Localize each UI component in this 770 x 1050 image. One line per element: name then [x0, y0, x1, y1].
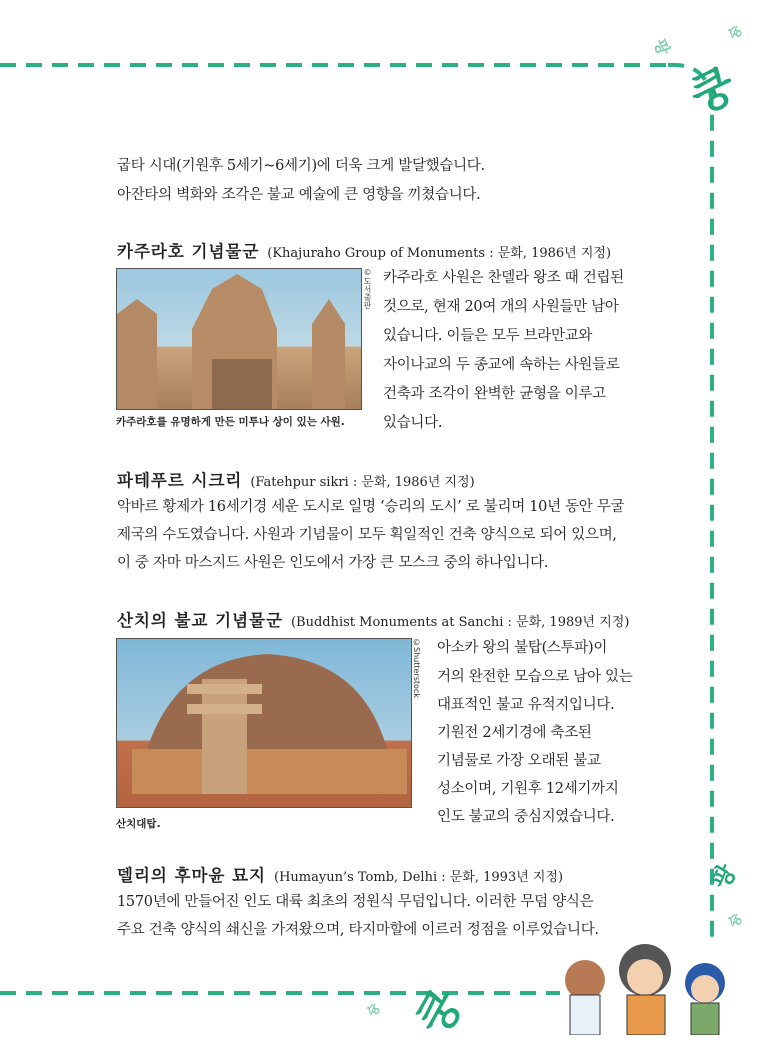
deco-word: 슝	[364, 1001, 384, 1019]
photo-credit: ©도서출판	[363, 268, 372, 309]
khajuraho-line: 있습니다. 이들은 모두 브라만교와	[383, 328, 593, 344]
photo-credit: ©Shutterstock	[412, 638, 421, 698]
intro-line: 굽타 시대(기원후 5세기~6세기)에 더욱 크게 발달했습니다.	[117, 158, 485, 174]
section-subtitle: (Humayun’s Tomb, Delhi : 문화, 1993년 지정)	[274, 870, 564, 885]
sanchi-stupa-photo	[116, 638, 412, 808]
deco-word: 팡	[650, 36, 674, 58]
sanchi-line: 기원전 2세기경에 축조된	[437, 725, 592, 741]
sanchi-line: 기념물로 가장 오래된 불교	[437, 753, 601, 769]
sanchi-line: 성소이며, 기원후 12세기까지	[437, 781, 619, 797]
khajuraho-temple-photo	[116, 268, 362, 410]
khajuraho-line: 있습니다.	[383, 415, 443, 431]
intro-line: 아잔타의 벽화와 조각은 불교 예술에 큰 영향을 끼쳤습니다.	[117, 187, 481, 203]
humayun-heading	[117, 862, 563, 886]
photo-caption: 카주라호를 유명하게 만든 미투나 상이 있는 사원.	[116, 416, 345, 428]
deco-word: 슝	[725, 911, 746, 930]
section-title: 산치의 불교 기념물군	[117, 611, 283, 630]
fatehpur-line: 이 중 자마 마스지드 사원은 인도에서 가장 큰 모스크 중의 하나입니다.	[117, 555, 549, 571]
khajuraho-line: 건축과 조각이 완벽한 균형을 이루고	[383, 386, 606, 402]
sanchi-line: 거의 완전한 모습으로 남아 있는	[437, 669, 633, 685]
fatehpur-line: 악바르 황제가 16세기경 세운 도시로 일명 ‘승리의 도시’ 로 불리며 10년 동안 무굴	[117, 499, 625, 515]
fatehpur-heading	[117, 467, 475, 491]
section-title: 카주라호 기념물군	[117, 242, 260, 261]
fatehpur-line: 제국의 수도였습니다. 사원과 기념물이 모두 획일적인 건축 양식으로 되어 있으며,	[117, 527, 617, 543]
deco-word: 쿵	[407, 981, 473, 1044]
section-subtitle: (Fatehpur sikri : 문화, 1986년 지정)	[250, 475, 475, 490]
khajuraho-line: 것으로, 현재 20여 개의 사원들만 남아	[383, 299, 619, 315]
deco-word: 슝	[725, 23, 746, 42]
section-subtitle: (Buddhist Monuments at Sanchi : 문화, 1989년 지정)	[290, 615, 630, 630]
sanchi-line: 아소카 왕의 불탑(스투파)이	[437, 640, 608, 656]
khajuraho-line: 자이나교의 두 종교에 속하는 사원들로	[383, 357, 620, 373]
photo-caption: 산치대탑.	[116, 818, 161, 830]
sanchi-heading	[117, 607, 629, 631]
khajuraho-heading	[117, 238, 611, 262]
deco-word: 쿵	[683, 58, 744, 124]
humayun-line: 1570년에 만들어진 인도 대륙 최초의 정원식 무덤입니다. 이러한 무덤 양식은	[117, 894, 594, 910]
sanchi-line: 인도 불교의 중심지였습니다.	[437, 809, 615, 825]
deco-word: 팡	[705, 859, 742, 894]
section-title: 파테푸르 시크리	[117, 471, 243, 490]
section-title: 델리의 후마윤 묘지	[117, 866, 267, 885]
humayun-line: 주요 건축 양식의 쇄신을 가져왔으며, 타지마할에 이르러 정점을 이루었습니다.	[117, 922, 599, 938]
khajuraho-line: 카주라호 사원은 찬델라 왕조 때 건립된	[383, 270, 624, 286]
section-subtitle: (Khajuraho Group of Monuments : 문화, 1986년 지정)	[267, 246, 612, 261]
cartoon-characters	[545, 935, 755, 1035]
sanchi-line: 대표적인 불교 유적지입니다.	[437, 697, 615, 713]
